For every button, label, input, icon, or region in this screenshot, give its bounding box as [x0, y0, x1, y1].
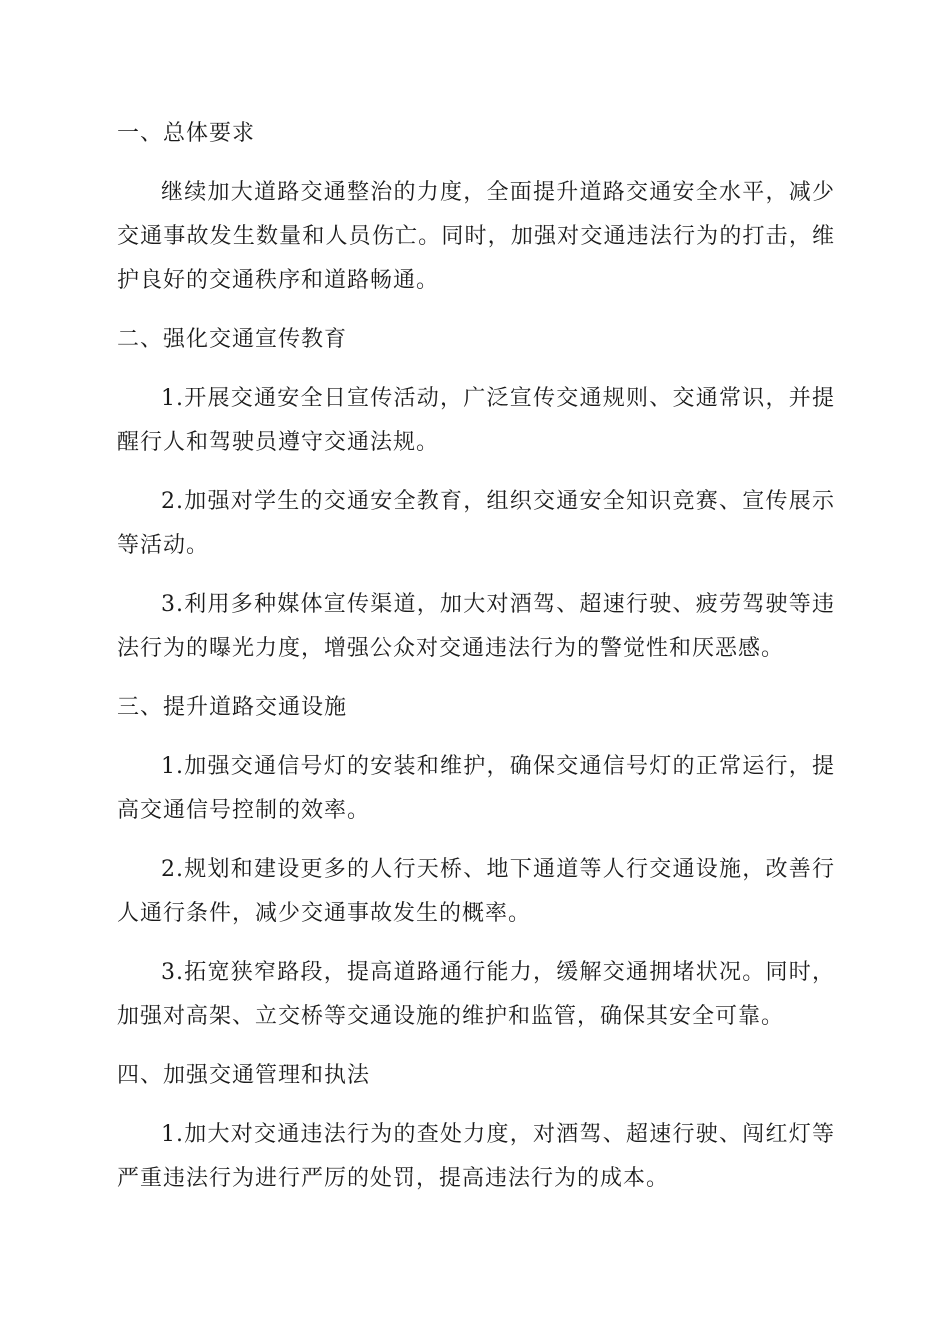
paragraph-publicity-1: 1.开展交通安全日宣传活动，广泛宣传交通规则、交通常识，并提醒行人和驾驶员遵守交通法规。: [117, 386, 835, 455]
paragraph-enforcement-1: 1.加大对交通违法行为的查处力度，对酒驾、超速行驶、闯红灯等严重违法行为进行严厉的处罚，提高违法行为的成本。: [117, 1122, 835, 1191]
section-heading-road-facilities: 三、提升道路交通设施: [117, 695, 348, 720]
document-body: [117, 112, 835, 1216]
section-heading-management-enforcement: 四、加强交通管理和执法: [117, 1063, 371, 1088]
paragraph-publicity-2: 2.加强对学生的交通安全教育，组织交通安全知识竞赛、宣传展示等活动。: [117, 489, 835, 558]
paragraph-facilities-1: 1.加强交通信号灯的安装和维护，确保交通信号灯的正常运行，提高交通信号控制的效率。: [117, 754, 835, 823]
section-heading-general-requirements: 一、总体要求: [117, 121, 256, 146]
paragraph-general-requirements: 继续加大道路交通整治的力度，全面提升道路交通安全水平，减少交通事故发生数量和人员伤亡。同时，加强对交通违法行为的打击，维护良好的交通秩序和道路畅通。: [117, 180, 835, 293]
paragraph-facilities-2: 2.规划和建设更多的人行天桥、地下通道等人行交通设施，改善行人通行条件，减少交通事故发生的概率。: [117, 857, 835, 926]
section-heading-publicity-education: 二、强化交通宣传教育: [117, 327, 348, 352]
paragraph-facilities-3: 3.拓宽狭窄路段，提高道路通行能力，缓解交通拥堵状况。同时，加强对高架、立交桥等交通设施的维护和监管，确保其安全可靠。: [117, 960, 835, 1029]
paragraph-publicity-3: 3.利用多种媒体宣传渠道，加大对酒驾、超速行驶、疲劳驾驶等违法行为的曝光力度，增强公众对交通违法行为的警觉性和厌恶感。: [117, 592, 835, 661]
